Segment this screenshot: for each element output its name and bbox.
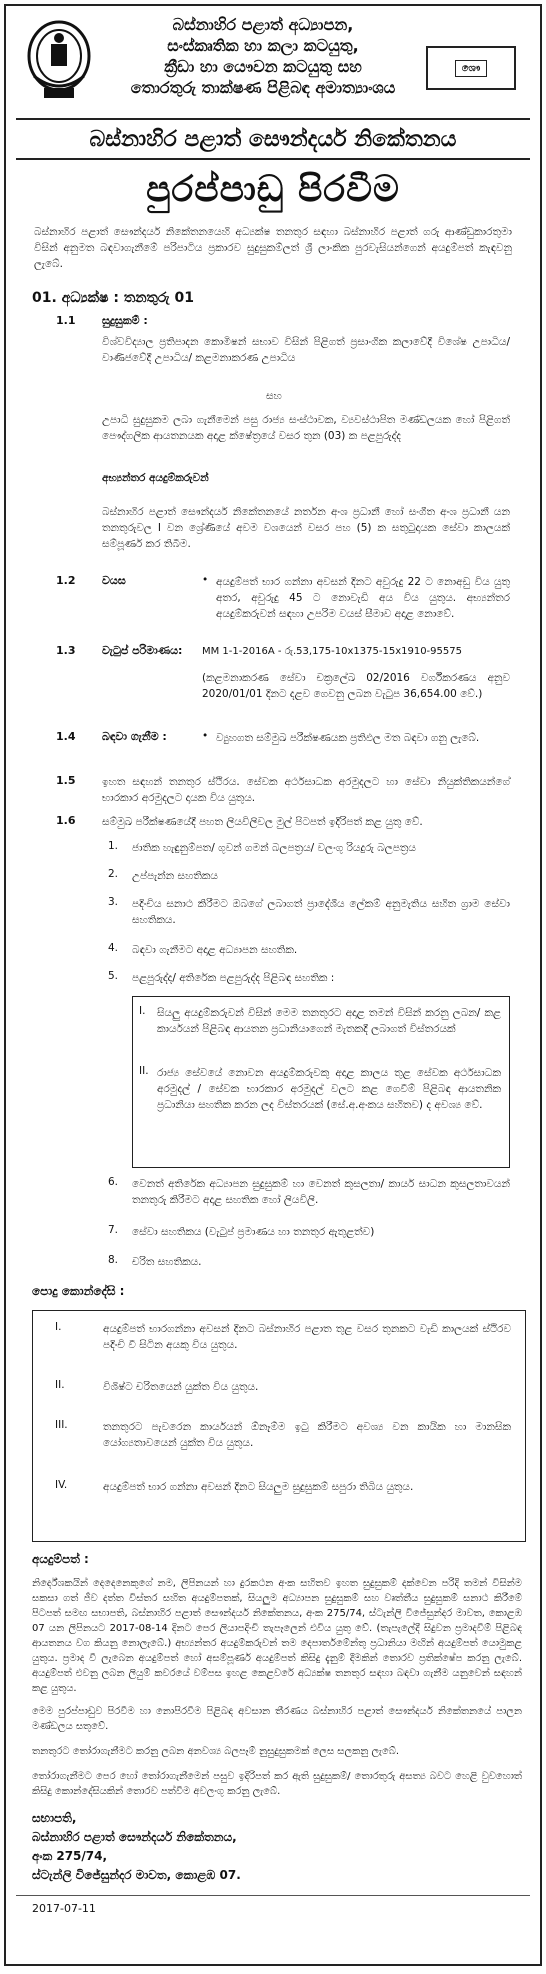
- ministry-line: බස්නාහිර පළාත් අධ්‍යාපන,: [172, 15, 354, 34]
- advertisement-page: [4, 4, 542, 1966]
- intro-paragraph: බස්නාහිර පළාත් සෞන්දර්ය නිකේතනයෙහි අධ්‍යක්ෂ තනතුර සඳහා බස්නාහිර පළාත් ගරු ආණ්ඩුකාරතුමා විසින් අනුමත බඳවාගැනීමේ පරිපාටිය ප්‍රකාරව සුදුසුකම්ලත් ශ්‍රී ලාංකික පුරවැසියන්ගෙන් අයදුම්පත් කැඳවනු ලැබේ.: [34, 226, 512, 270]
- list-number: I.: [55, 1321, 62, 1333]
- list-number: 4.: [108, 942, 119, 954]
- section-number: 1.6: [56, 814, 76, 827]
- salary-note: (කළමනාකරණ සේවා චක්‍රලේඛ 02/2016 වර්ගීකරණය අනුව 2020/01/01 දිනට දළව ගෙවනු ලබන වැටුප 36,654.00 වේ.): [202, 672, 510, 700]
- section-recruitment: [6, 730, 540, 774]
- list-number: 7.: [108, 1224, 119, 1236]
- section-permanent: [6, 774, 540, 814]
- list-number: 2.: [108, 868, 119, 880]
- list-text: වෙනත් අතිරේක අධ්‍යාපන සුදුසුකම් හා වෙනත් කුසලතා/ කාර්ය සාධන කුසලතාවයන් තනතුරු කිරීමට අදාළ සහතික හෝ ලියවිලි.: [132, 1178, 510, 1206]
- list-text: සේවා සහතිකය (වැටුප් ප්‍රමාණය හා තනතුර ඇතුළත්ව): [132, 1226, 375, 1238]
- list-number: 3.: [108, 896, 119, 908]
- qualification-text-2: උපාධි සුදුසුකම ලබා ගැනීමෙන් පසු රාජ්‍ය සංස්ථාවක, ව්‍යවස්ථාපිත මණ්ඩලයක හෝ පිළිගත් පෞද්ගලික ආයතනයක අදාළ ක්ෂේත්‍රයේ වසර තුන (03) ක පළපුරුද්ද: [102, 414, 510, 442]
- list-item: [6, 970, 540, 996]
- section-qualifications: [6, 314, 540, 504]
- bullet-icon: •: [202, 730, 209, 742]
- ministry-line: තොරතුරු තාක්ෂණ පිළිබඳ අමාත්‍යාංශය: [130, 78, 396, 97]
- list-text: තනතුරට පැවරෙන කාර්යයන් ඕනෑම්ම ඉටු කිරීමට අවශ්‍ය වන කායික හා මානසික යෝග්‍යතාවයෙන් යුක්ත විය යුතුය.: [103, 1421, 511, 1449]
- section-number: 1.3: [56, 644, 76, 657]
- section-label: වැටුප් පරිමාණය:: [102, 644, 183, 657]
- influence-paragraph: තනතුරට තෝරාගැනීමට කරනු ලබන අනවශ්‍ය බලපෑම් නුසුදුසුකමක් ලෙස සලකනු ලැබේ.: [32, 1746, 400, 1757]
- signature-line: සභාපති,: [32, 1811, 77, 1825]
- divider: [16, 1895, 530, 1896]
- list-number: II.: [55, 1379, 65, 1391]
- general-conditions-box: [32, 1310, 526, 1542]
- ministry-line: සංස්කෘතික හා කලා කටයුතු,: [167, 36, 359, 55]
- age-text: අයදුම්පත් භාර ගන්නා අවසන් දිනට අවුරුදු 22 ට නොඅඩු විය යුතු අතර, අවුරුදු 45 ට නොවැඩි අය විය යුතුය. අභ්‍යන්තර අයදුම්කරුවන් සඳහා උපරිම වයස් සීමාව අදාළ නොවේ.: [216, 576, 510, 620]
- list-text: සියලු අයදුම්කරුවන් විසින් මෙම තනතුරට අදාළ තමන් විසින් කරනු ලබන/ කළ කාර්යයන් පිළිබඳ ආයතන ප්‍රධානියාගෙන් මැතකදී ලබාගත් විස්තරයක්: [157, 1007, 501, 1035]
- general-conditions-heading-row: [6, 1284, 540, 1310]
- list-item: [6, 1224, 540, 1254]
- vacancy-title: පුරප්පාඩු පිරවීම: [146, 169, 400, 210]
- signature-block: [32, 1809, 540, 1885]
- header: [6, 6, 540, 118]
- signature-line: බස්නාහිර පළාත් සෞන්දර්ය නිකේතනය,: [32, 1830, 237, 1844]
- recruitment-text: ව්‍යුහගත සම්මුඛ පරීක්ෂණයක ප්‍රතිඵල මත බඳවා ගනු ලැබේ.: [216, 732, 480, 744]
- ministry-line: ක්‍රීඩා හා යෞවන කටයුතු සහ: [164, 57, 362, 76]
- list-item: [6, 1254, 540, 1284]
- signature-line: ස්ටැන්ලි විජේසුන්දර මාවත, කොළඹ 07.: [32, 1868, 241, 1882]
- list-number: 1.: [108, 840, 119, 852]
- section-salary: [6, 644, 540, 722]
- list-item: [6, 942, 540, 970]
- application-paragraph: නිර්දේශකයින් දෙදෙනෙකුගේ නම, ලිපිනයන් හා දුරකථන අංක සහිතව ඉහත සුදුසුකම් දක්වෙන පරිදි තමන් විසින්ම සකසා ගත් ජීව දත්ත විස්තර සහිත අයදුම්පතක්, සියලුම අධ්‍යාපන සුදුසුකම් සහ වෘත්තීය සුදුසුකම් සනාථ කිරීමේ පිටපත් සමඟ සභාපති, බස්නාහිර පළාත් සෞන්දර්ය නිකේතනය, අංක 275/74, ස්ටැන්ලි විජේසුන්දර මාවත, කොළඹ 07 යන ලිපිනයට 2017-08-14 දිනට පෙර ලියාපදිංචි තැපෑලෙන් එවිය යුතු වේ. (තැපැලේදී සිදුවන ප්‍රමාදවීම් පිළිබඳ ආයතනය වග කියනු නොලැබේ.) අභ්‍යන්තර අයදුම්කරුවන් තම දෙපාර්තමේන්තු ප්‍රධානියා මඟින් අයදුම්පත් යොමුකළ යුතුය. ප්‍රමාද වී ලැබෙන අයදුම්පත් හෝ අසම්පූර්ණ අයදුම්පත් කිසිදු දැනුම් දීමකින් තොරව ප්‍රතික්ෂේප කරනු ලැබේ. අයදුම්පත් එවනු ලබන ලියුම් කවරයේ වම්පස ඉහළ කෙළවරේ අධ්‍යක්ෂ තනතුර සඳහා බඳවා ගැනීම යනුවෙන් සඳහන් කළ යුතුය.: [32, 1578, 522, 1694]
- list-text: පදිංචිය සනාථ කිරීමට ඔබගේ ලබාගත් ප්‍රාදේශීය ලේකම් අනුමැතිය සහිත ග්‍රාම සේවා සහතිකය.: [132, 898, 510, 926]
- institute-logo: [426, 46, 516, 90]
- list-text: රාජ්‍ය සේවයේ නොවන අයදුම්කරුවකු අදාළ කාලය තුළ සේවක අර්ථසාධක අරමුදල් / සේවක භාරකාර අරමුදල් වලට කළ ගෙවීම් පිළිබඳ ආයතනික ප්‍රධානියා සහතික කරන ලද විස්තරයක් (සේ.අ.අංකය සහිතව) ද අවශ්‍ය වේ.: [157, 1067, 501, 1111]
- list-item: [6, 896, 540, 942]
- decision-paragraph: මෙම පුරප්පාඩුව පිරවීම හා නොපිරවීම පිළිබඳ අවසාන තීරණය බස්නාහිර පළාත් සෞන්දර්ය නිකේතනයේ පාලන මණ්ඩලය සතුවේ.: [32, 1706, 522, 1732]
- list-item: [6, 840, 540, 868]
- documents-text: සම්මුඛ පරීක්ෂණයේදී පහත ලියවිලිවල මුල් පිටපත් ඉදිරිපත් කළ යුතු වේ.: [102, 816, 423, 828]
- list-text: පළපුරුද්ද/ අතිරේක පළපුරුද්ද පිළිබඳ සහතික :: [132, 972, 335, 984]
- list-text: අයදුම්පත් භාරගන්නා අවසන් දිනට බස්නාහිර පළාත තුළ වසර තුනකට වැඩි කාලයක් ස්ථිරව පදිංචි වී සිටින අයකු විය යුතුය.: [103, 1323, 511, 1351]
- section-documents: [6, 814, 540, 840]
- internal-applicants: [6, 504, 540, 564]
- list-text: බඳවා ගැනීමට අදාළ අධ්‍යාපන සහතික.: [132, 944, 298, 956]
- section-age: [6, 574, 540, 638]
- permanent-text: ඉහත සඳහන් තනතුර ස්ථිරය. සේවක අර්ථසාධක අරමුදලට හා සේවා නියුක්තිකයන්ගේ භාරකාර අරමුදලට දායක විය යුතුය.: [102, 776, 510, 804]
- section-number: 1.5: [56, 774, 76, 787]
- section-label: වයස: [102, 574, 126, 587]
- section-number: 1.2: [56, 574, 76, 587]
- list-text: ජාතික හැඳුනුම්පත/ ගුවන් ගමන් බලපත්‍රය/ වලංගු රියදුරු බලපත්‍රය: [132, 842, 416, 854]
- list-text: විශිෂ්ට චරිතයෙන් යුක්ත විය යුතුය.: [103, 1381, 259, 1393]
- section-number: 1.1: [56, 314, 76, 327]
- list-text: චරිත සහතිකය.: [132, 1256, 202, 1268]
- list-number: 8.: [108, 1254, 119, 1266]
- list-text: උප්පැන්න සහතිකය: [132, 870, 218, 882]
- bullet-icon: •: [202, 574, 209, 586]
- list-number: 6.: [108, 1176, 119, 1188]
- qualification-and: සහ: [266, 390, 282, 402]
- experience-box: [132, 996, 510, 1168]
- post-title: 01. අධ්‍යක්ෂ : තනතුරු 01: [32, 290, 194, 306]
- application-heading-row: [6, 1552, 540, 1576]
- application-heading: අයදුම්පත් :: [32, 1552, 89, 1566]
- list-number: IV.: [55, 1479, 68, 1491]
- list-text: අයදුම්පත් භාර ගන්නා අවසන් දිනට සියලුම සුදුසුකම් සපුරා තිබිය යුතුය.: [103, 1481, 414, 1493]
- sri-lanka-emblem-icon: [24, 16, 94, 102]
- section-label: සුදුසුකම් :: [102, 314, 148, 327]
- salary-scale: MM 1-1-2016A - රු.53,175-10x1375-15x1910-95575: [202, 646, 462, 657]
- section-label: බඳවා ගැනීම :: [102, 730, 167, 743]
- internal-applicants-text: බස්නාහිර පළාත් සෞන්දර්ය නිකේතනයේ නර්තන අංශ ප්‍රධානී හෝ සංගීත අංශ ප්‍රධානී යන තනතුරුවල I වන ශ්‍රේණියේ අවම වශයෙන් වසර පහ (5) ක සතුටුදායක සේවා කාලයක් සම්පූර්ණ කර තිබීම.: [102, 506, 510, 550]
- false-info-paragraph: තෝරාගැනීමට පෙර හෝ තෝරාගැනීමෙන් පසුව ඉදිරිපත් කර ඇති සුදුසුකම්/ තොරතුරු අසත්‍ය බවට හෙළි වුවහොත් කිසිදු කොන්දේසියකින් තොරව පත්වීම අවලංගු කරනු ලැබේ.: [32, 1771, 522, 1797]
- list-item: [6, 1176, 540, 1224]
- list-number: II.: [139, 1065, 149, 1077]
- section-number: 1.4: [56, 730, 76, 743]
- ministry-name: [106, 14, 420, 98]
- qualification-text-1: විශ්වවිද්‍යාල ප්‍රතිපාදන කොමිෂන් සභාව විසින් පිළිගත් ප්‍රසාංගික කලාවේදී විශේෂ උපාධිය/ වාණිජවේදී උපාධිය/ කළමනාකරණ උපාධිය: [102, 336, 510, 364]
- institute-name: බස්නාහිර පළාත් සෞන්දර්ය නිකේතනය: [16, 118, 530, 160]
- publication-date: 2017-07-11: [32, 1902, 96, 1915]
- general-conditions-heading: පොදු කොන්දේසි :: [32, 1284, 125, 1298]
- list-item: [6, 868, 540, 896]
- list-number: III.: [55, 1419, 68, 1431]
- logo-text: ශෞ: [455, 60, 488, 77]
- signature-line: අංක 275/74,: [32, 1849, 108, 1863]
- list-number: I.: [139, 1005, 146, 1017]
- internal-applicants-heading: අභ්‍යන්තර අයදුම්කරුවන්: [102, 472, 209, 484]
- list-number: 5.: [108, 970, 119, 982]
